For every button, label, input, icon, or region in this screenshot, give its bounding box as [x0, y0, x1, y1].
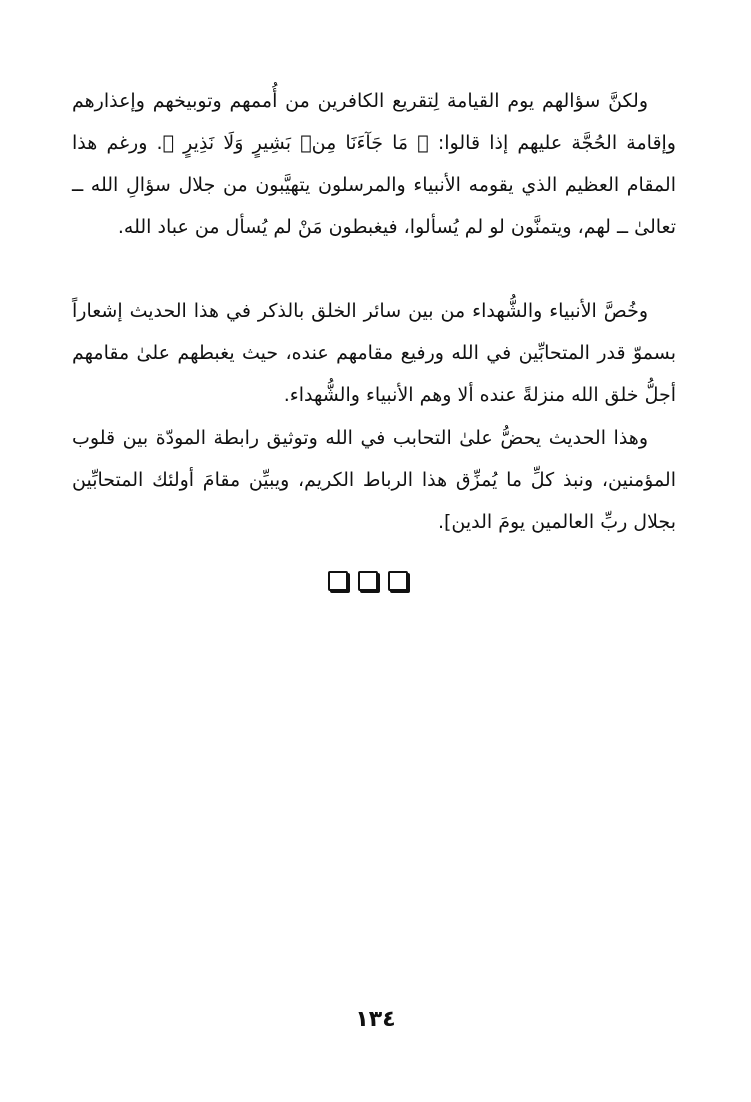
- paragraph-2: [72, 290, 676, 416]
- paragraph-1-text: ولكنَّ سؤالهم يوم القيامة لِتقريع الكافرين من أُممهم وتوبيخهم وإعذارهم وإقامة الحُجَّة عليهم إذا قالوا: ﴿ مَا جَآءَنَا مِنۢ بَشِيرٍ وَلَا نَذِيرٍ ﴾. ورغم هذا المقام العظيم الذي يقومه الأنبياء والمرسلون يتهيَّبون من جلال سؤالِ الله ــ تعالىٰ ــ لهم، ويتمنَّون لو لم يُسألوا، فيغبطون مَنْ لم يُسأل من عباد الله.: [72, 90, 676, 238]
- square-ornament-icon: [358, 571, 378, 591]
- paragraph-2-text: وخُصَّ الأنبياء والشُّهداء من بين سائر الخلق بالذكر في هذا الحديث إشعاراً بسموّ قدر المتحابِّين في الله ورفيع مقامهم عنده، حيث يغبطهم علىٰ مقامهم أجلُّ خلق الله منزلةً عنده ألا وهم الأنبياء والشُّهداء.: [72, 300, 676, 406]
- paragraph-3: [72, 417, 676, 543]
- section-separator-icon: [328, 571, 408, 593]
- page-number: ١٣٤: [355, 1007, 396, 1032]
- square-ornament-icon: [328, 571, 348, 591]
- square-ornament-icon: [388, 571, 408, 591]
- paragraph-1: [72, 80, 676, 248]
- paragraph-3-text: وهذا الحديث يحضُّ علىٰ التحابب في الله وتوثيق رابطة المودّة بين قلوب المؤمنين، ونبذ كلِّ ما يُمزِّق هذا الرباط الكريم، ويبيِّن مقامَ أولئك المتحابِّين بجلال ربِّ العالمين يومَ الدين].: [72, 427, 676, 533]
